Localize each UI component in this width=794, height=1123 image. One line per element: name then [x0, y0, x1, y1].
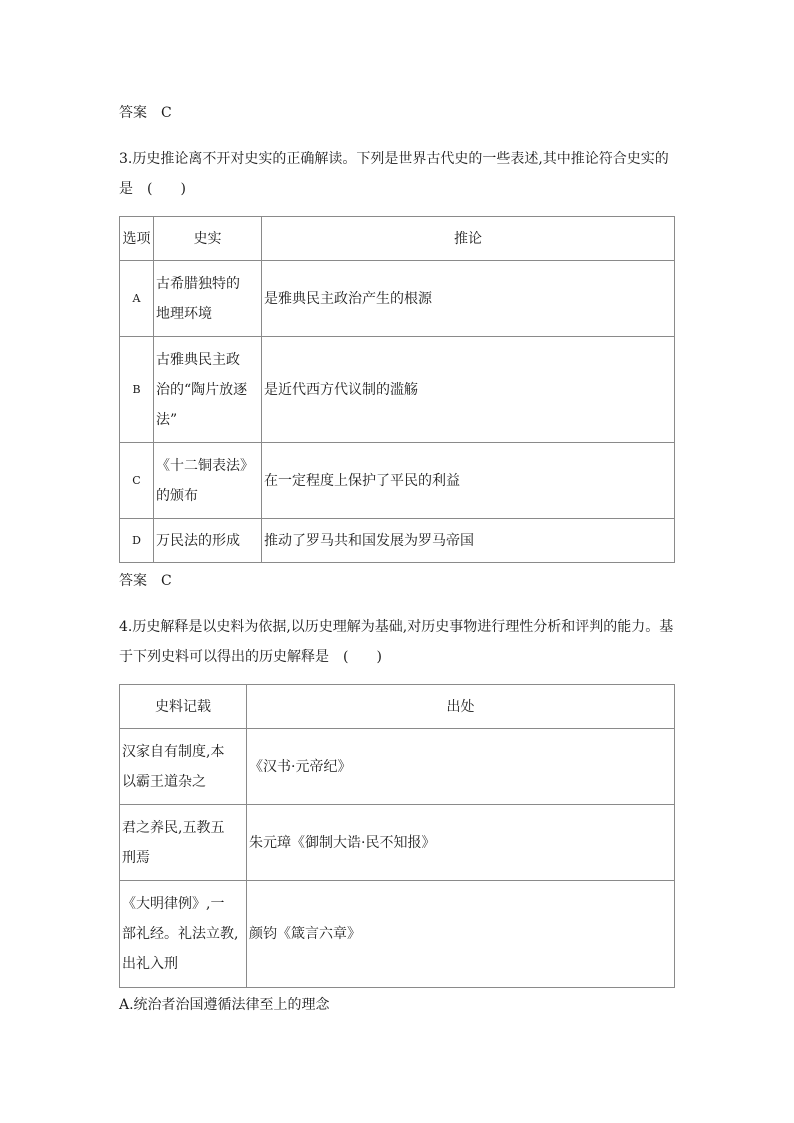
fact-line: 治的“陶片放逐 — [156, 381, 248, 398]
table-header-row — [120, 685, 675, 729]
fact-cell — [154, 261, 262, 337]
question-3-stem-line-1: 3.历史推论离不开对史实的正确解读。下列是世界古代史的一些表述,其中推论符合史实的 — [119, 151, 669, 167]
table-row — [120, 881, 675, 988]
option-a: A.统治者治国遵循法律至上的理念 — [119, 997, 330, 1013]
fact-cell — [154, 519, 262, 563]
fact-cell — [154, 443, 262, 519]
question-4-stem-line-2: 于下列史料可以得出的历史解释是 ( ) — [119, 649, 382, 665]
inference-cell: 推动了罗马共和国发展为罗马帝国 — [262, 519, 675, 563]
answer-label: 答案 — [119, 105, 147, 121]
fact-line: 古希腊独特的 — [156, 275, 240, 292]
record-line: 出礼入刑 — [122, 956, 178, 972]
table-row — [120, 729, 675, 805]
inference-cell: 在一定程度上保护了平民的利益 — [262, 443, 675, 519]
fact-line: 古雅典民主政 — [156, 351, 240, 368]
record-cell — [120, 805, 247, 881]
record-line: 《大明律例》,一 — [122, 896, 225, 912]
fact-line: 的颁布 — [156, 487, 198, 504]
inference-cell: 是近代西方代议制的滥觞 — [262, 337, 675, 443]
header-inference: 推论 — [262, 217, 675, 261]
source-cell: 颜钧《箴言六章》 — [247, 881, 675, 988]
answer-value: C — [161, 105, 172, 121]
inference-cell: 是雅典民主政治产生的根源 — [262, 261, 675, 337]
record-line: 以霸王道杂之 — [122, 773, 206, 790]
answer-line-2 — [119, 570, 172, 590]
header-fact: 史实 — [154, 217, 262, 261]
table-row — [120, 805, 675, 881]
fact-cell — [154, 337, 262, 443]
record-line: 君之养民,五教五 — [122, 819, 225, 836]
table-row — [120, 337, 675, 443]
question-3-stem-line-2: 是 ( ) — [119, 181, 186, 197]
question-4-table — [119, 684, 675, 988]
answer-label: 答案 — [119, 573, 147, 589]
answer-value: C — [161, 573, 172, 589]
question-3-table — [119, 216, 675, 563]
fact-line: 地理环境 — [156, 305, 212, 322]
source-cell: 《汉书·元帝纪》 — [247, 729, 675, 805]
option-cell: A — [120, 261, 154, 337]
fact-line: 万民法的形成 — [156, 532, 240, 549]
source-cell: 朱元璋《御制大诰·民不知报》 — [247, 805, 675, 881]
option-cell: D — [120, 519, 154, 563]
header-source: 出处 — [247, 685, 675, 729]
answer-line-1 — [119, 102, 172, 122]
option-cell: C — [120, 443, 154, 519]
table-row — [120, 261, 675, 337]
table-header-row — [120, 217, 675, 261]
table-row — [120, 519, 675, 563]
record-cell — [120, 729, 247, 805]
table-row — [120, 443, 675, 519]
fact-line: 法” — [156, 411, 178, 428]
record-cell — [120, 881, 247, 988]
header-option: 选项 — [120, 217, 154, 261]
record-line: 部礼经。礼法立教, — [122, 926, 239, 942]
option-cell: B — [120, 337, 154, 443]
record-line: 汉家自有制度,本 — [122, 743, 225, 760]
record-line: 刑焉 — [122, 849, 150, 866]
question-4-stem-line-1: 4.历史解释是以史料为依据,以历史理解为基础,对历史事物进行理性分析和评判的能力。基 — [119, 619, 674, 635]
header-record: 史料记载 — [120, 685, 247, 729]
fact-line: 《十二铜表法》 — [156, 457, 254, 474]
